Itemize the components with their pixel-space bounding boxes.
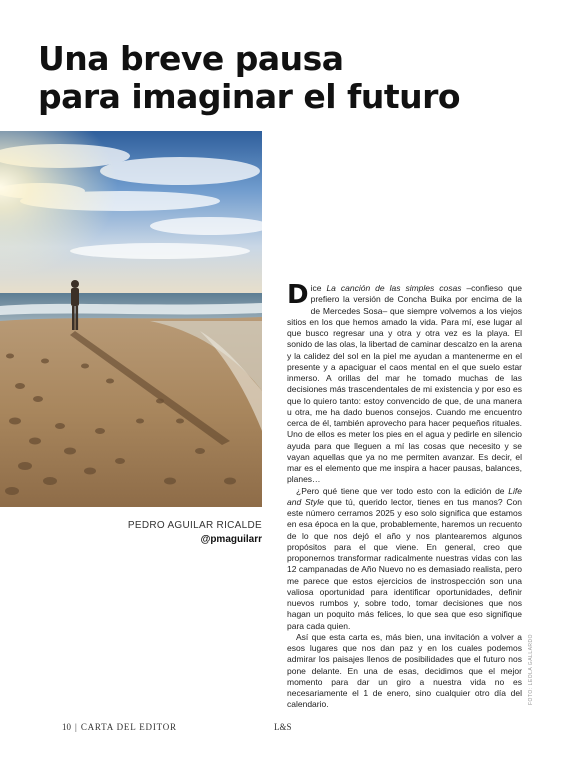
page-number: 10	[62, 722, 71, 732]
article-paragraph-3: Así que esta carta es, más bien, una invitación a volver a esos lugares que nos dan paz y en los cuales podemos admirar los paisajes llenos de posibilidades que el futuro nos pone delante. En una de esas, decidimos que el mejor momento para dar un giro a nuestra vida no es necesariamente el 1 de enero, sino cualquier otro día del calendario.	[287, 631, 522, 710]
author-handle: @pmaguilarr	[200, 534, 262, 545]
title-line-2: para imaginar el futuro	[38, 77, 461, 116]
beach-photo	[0, 131, 262, 507]
article-paragraph-1: Dice La canción de las simples cosas –confieso que prefiero la versión de Concha Buika por encima de la de Mercedes Sosa– que siempre volvemos a los viejos sitios en los que hemos amado la vida. Para mí, ese lugar al que busco regresar una y otra y otra vez es la playa. El sonido de las olas, la libertad de caminar descalzo en la arena y la calidez del sol en la piel me ayudan a mantenerme en el presente y a apaciguar el caos mental en el que suelo estar inmerso. A orillas del mar he tomado muchas de las decisiones más trascendentales de mi existencia y por eso es que lo quiero tanto: estoy convencido de que, de una manera u otra, me ha dado buenos consejos. Cuando me encuentro cerca de él, también aprovecho para hacer pequeños rituales. Uno de ellos es meter los pies en el agua y pedirle en silencio ayuda para que lleguen a mí las cosas que necesito y se vayan aquellas que ya no me permiten avanzar. Es decir, el mar es el elemento que me inspira a hacer pausas, balances, planes…	[287, 280, 523, 485]
photo-credit: FOTO: LEOLA GALLARDO	[528, 633, 534, 705]
song-title: La canción de las simples cosas	[326, 283, 462, 293]
page-title	[38, 40, 558, 116]
drop-cap: D	[287, 280, 309, 310]
article-body	[287, 280, 523, 711]
title-line-1: Una breve pausa	[38, 39, 344, 78]
byline	[100, 519, 262, 547]
magazine-logo-text: L&S	[274, 722, 292, 732]
magazine-name: Life and Style	[287, 485, 522, 507]
footer-separator: |	[75, 722, 77, 732]
section-name: CARTA DEL EDITOR	[80, 722, 177, 732]
page-footer	[62, 722, 177, 732]
article-paragraph-2: ¿Pero qué tiene que ver todo esto con la edición de Life and Style que tú, querido lector, tienes en tus manos? Con este número cerramos 2025 y eso solo significa que estamos en esa época en la que, probablemente, haremos un recuento de lo que nos dejó el año y nos plantearemos algunos propósitos para el que viene. En general, creo que proponernos transformar radicalmente nuestras vidas con las 12 campanadas de Año Nuevo no es demasiado realista, pero me parece que estos ejercicios de instrospección son una valiosa oportunidad para identificar oportunidades, definir nuevos rumbos y, sobre todo, tomar decisiones que nos hagan un poquito más felices, lo que sea que eso signifique para cada quien.	[287, 485, 522, 631]
author-name: PEDRO AGUILAR RICALDE	[127, 520, 262, 531]
